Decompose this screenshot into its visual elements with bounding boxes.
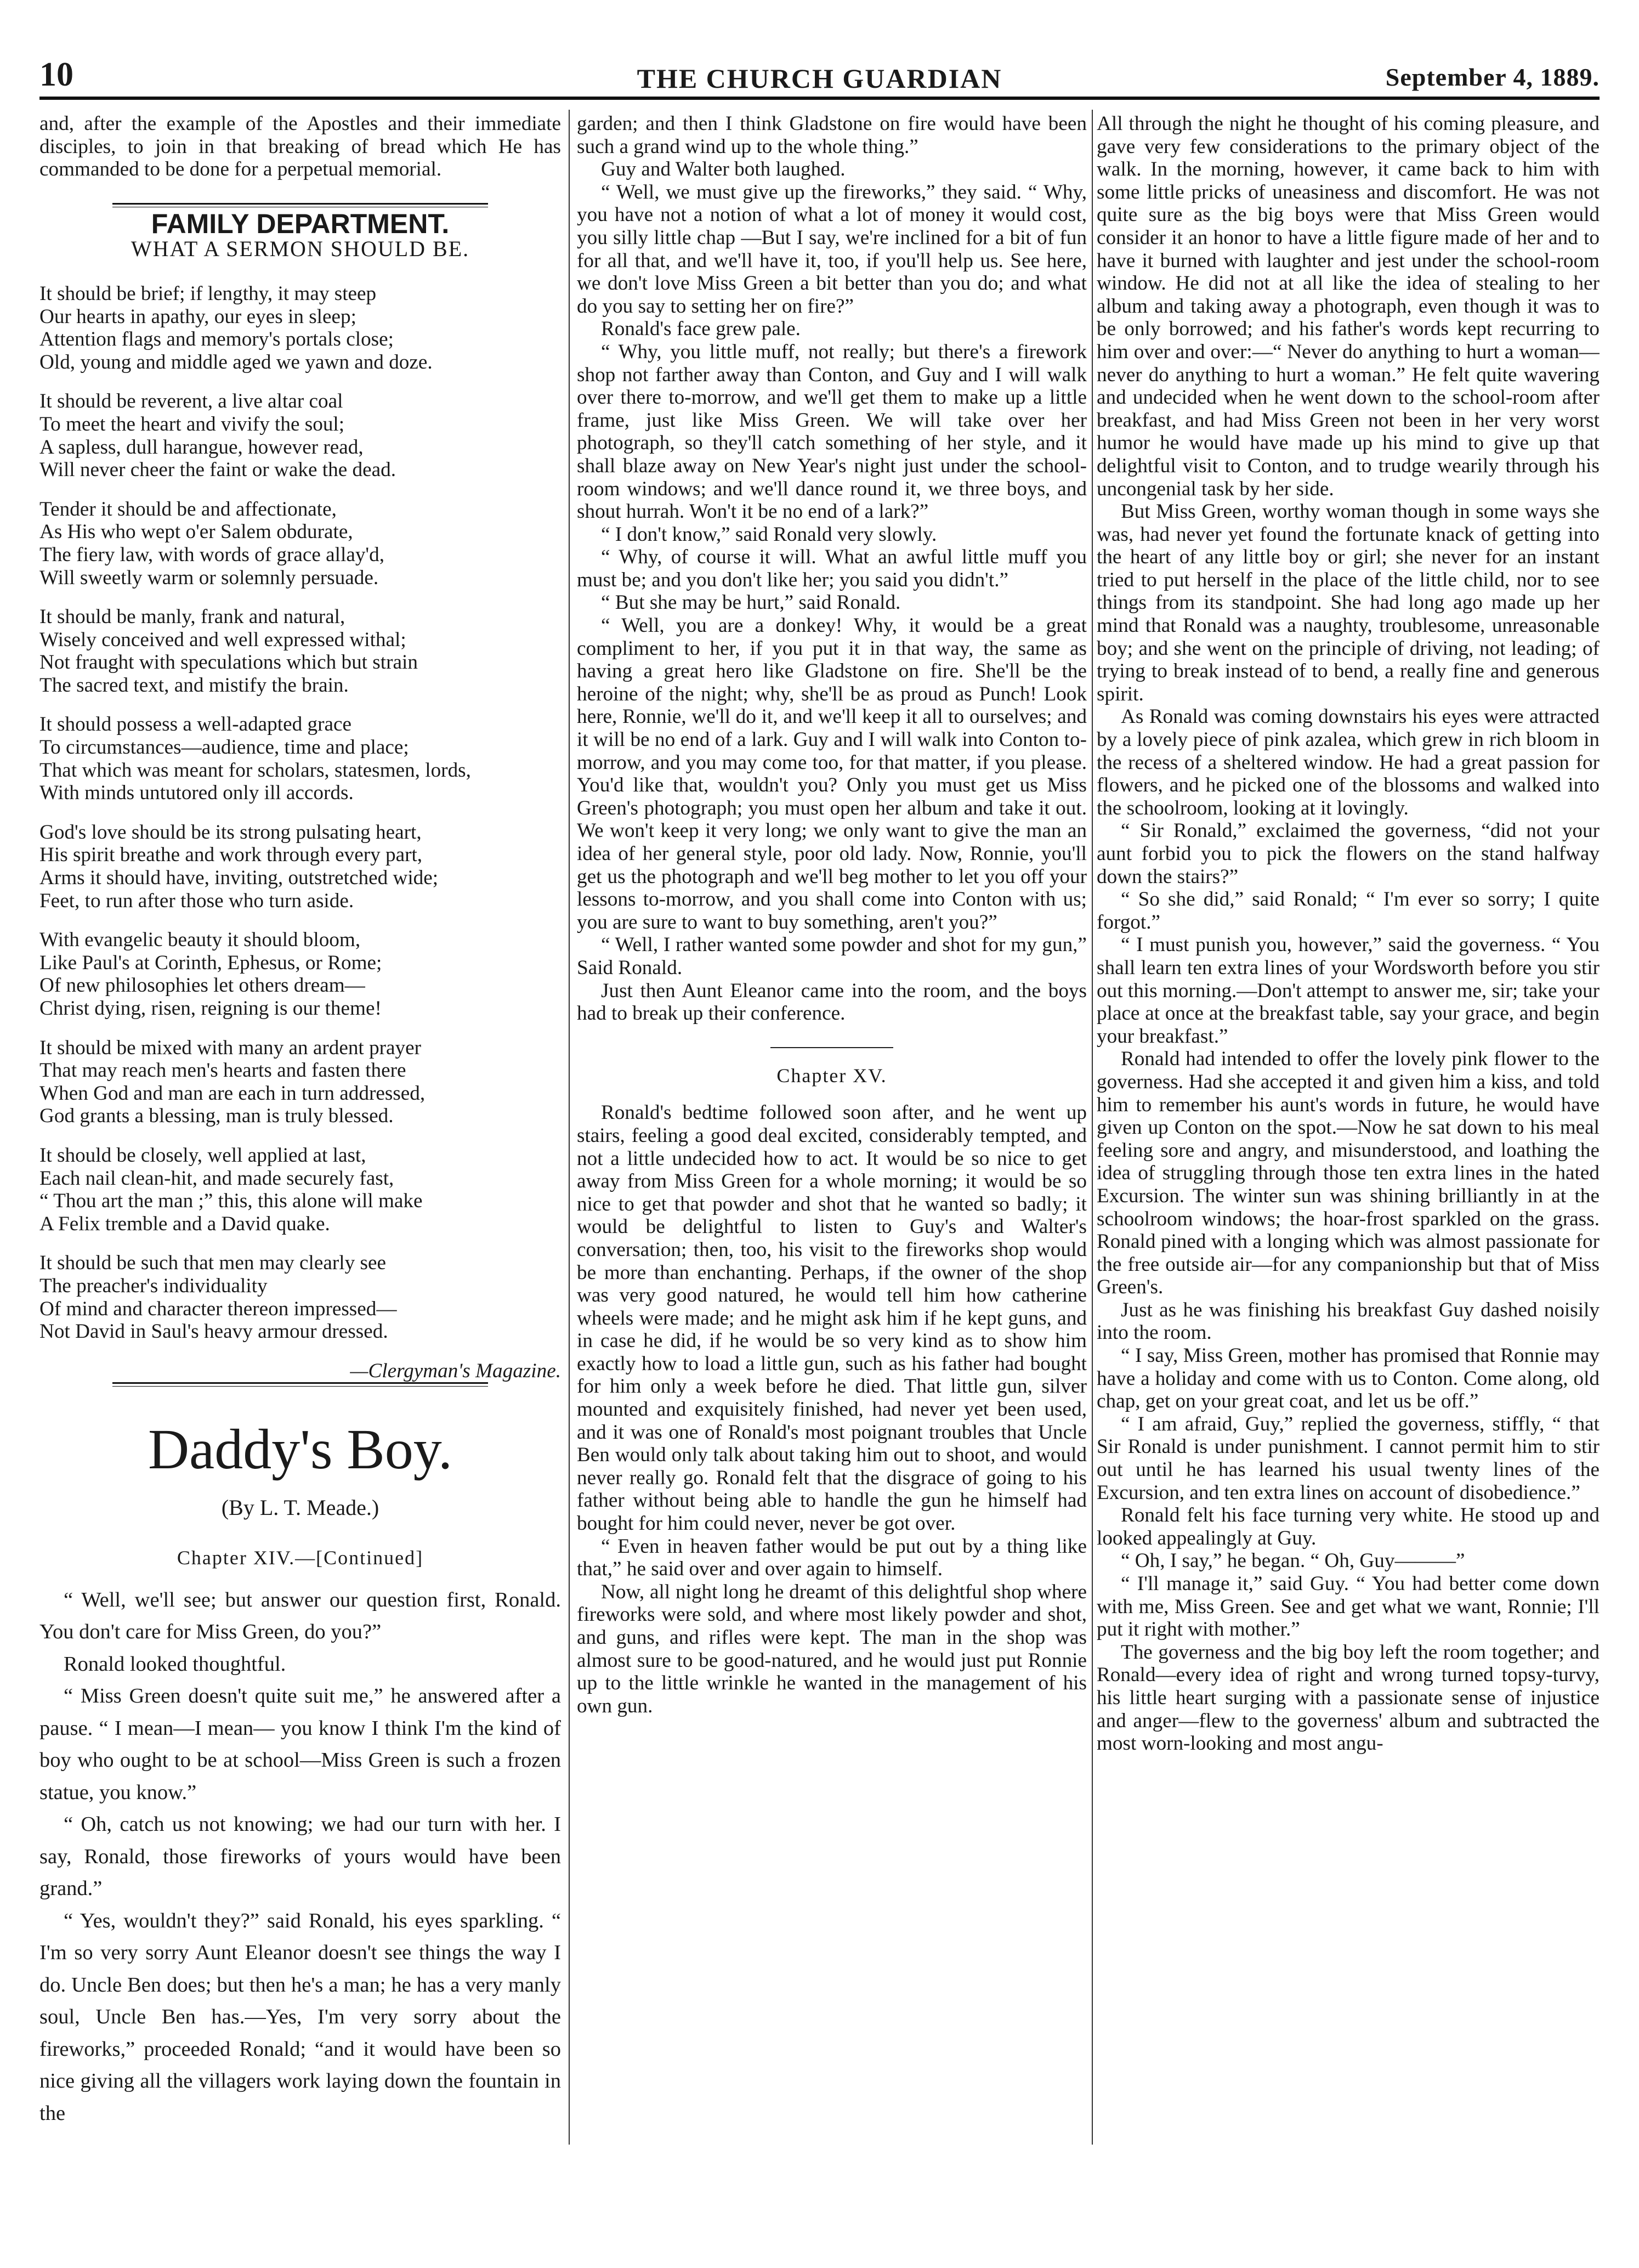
paragraph: “ Oh, catch us not knowing; we had our turn with her. I say, Ronald, those fireworks of yours would have been grand.” (39, 1813, 561, 1900)
poem-line: God grants a blessing, man is truly blessed. (39, 1105, 394, 1128)
poem-line: Wisely conceived and well expressed withal; (39, 628, 406, 651)
paragraph: “ Well, you are a donkey! Why, it would be a great compliment to her, if you put it in that way, the same as having a great hero like Gladstone on fire. She'll be the heroine of the night; why, she'll be as proud as Punch! Look here, Ronnie, we'll do it, and we'll keep it all to ourselves; and it will be no end of a lark. Guy and I will walk into Conton to-morrow, and you may come too, for that matter, if you please. You'd like that, wouldn't you? Only you must get us Miss Green's photograph; you must open her album and take it out. We won't keep it very long; we only want to give the man an idea of her general style, poor old lady. Now, Ronnie, you'll get us the photograph and we'll beg mother to let you off your lessons to-morrow, and you shall come into Conton with us; you are sure to want to buy something, aren't you?” (577, 614, 1087, 934)
paragraph: As Ronald was coming downstairs his eyes were attracted by a lovely piece of pink azalea, which grew in rich bloom in the recess of a sheltered window. He had a great passion for flowers, and he picked one of the blossoms and walked into the schoolroom, looking at it lovingly. (1097, 705, 1600, 819)
paragraph: “ Oh, I say,” he began. “ Oh, Guy———” (1121, 1549, 1465, 1573)
section-title: FAMILY DEPARTMENT. (151, 208, 450, 239)
poem-line: Our hearts in apathy, our eyes in sleep; (39, 305, 356, 328)
paragraph: “ Sir Ronald,” exclaimed the governess, “did not your aunt forbid you to pick the flowers on the stand halfway down the stairs?” (1097, 819, 1600, 888)
poem-stanza (39, 498, 561, 589)
paragraph: “ Even in heaven father would be put out by a thing like that,” he said over and over again to himself. (577, 1535, 1087, 1581)
column-2 (577, 112, 1087, 2153)
section-rule (112, 1382, 488, 1387)
paragraph: “ I must punish you, however,” said the governess. “ You shall learn ten extra lines of your Wordsworth before you stir out this morning.—Don't attempt to answer me, sir; take your place at once at the breakfast table, say your grace, and begin your breakfast.” (1097, 934, 1600, 1048)
poem-line: As His who wept o'er Salem obdurate, (39, 521, 353, 544)
page-number: 10 (39, 56, 73, 93)
poem-line: It should be mixed with many an ardent prayer (39, 1036, 422, 1059)
poem-line: That may reach men's hearts and fasten there (39, 1059, 406, 1082)
poem-line: That which was meant for scholars, statesmen, lords, (39, 759, 471, 782)
poem-line: Of new philosophies let others dream— (39, 974, 365, 997)
column-divider (569, 110, 570, 2145)
poem-line: The preacher's individuality (39, 1274, 268, 1297)
poem-line: The fiery law, with words of grace allay'd, (39, 543, 385, 566)
poem-line: To meet the heart and vivify the soul; (39, 412, 345, 435)
poem-stanza (39, 606, 561, 697)
column-divider (1092, 110, 1093, 2145)
paragraph: Ronald's face grew pale. (601, 318, 801, 341)
paragraph: Ronald looked thoughtful. (64, 1652, 286, 1676)
poem-line: Attention flags and memory's portals close; (39, 328, 394, 351)
poem-line: Tender it should be and affectionate, (39, 497, 337, 521)
intro-paragraph: and, after the example of the Apostles and their immediate disciples, to join in that breaking of bread which He has commanded to be done for a perpetual memorial. (39, 112, 561, 181)
paragraph: “ I am afraid, Guy,” replied the governess, stiffly, “ that Sir Ronald is under punishment. I cannot permit him to stir out until he has learned his usual twenty lines of the Excursion, and ten extra lines on account of disobedience.” (1097, 1412, 1600, 1504)
poem-line: The sacred text, and mistify the brain. (39, 674, 349, 697)
poem-stanza (39, 821, 561, 912)
poem-line: It should be closely, well applied at last, (39, 1144, 366, 1167)
paragraph: “ I'll manage it,” said Guy. “ You had better come down with me, Miss Green. See and get what we want, Ronnie; I'll put it right with mother.” (1097, 1573, 1600, 1641)
poem-line: Will never cheer the faint or wake the dead. (39, 459, 396, 482)
chapter-rule (770, 1047, 893, 1048)
story-byline: (By L. T. Meade.) (221, 1495, 379, 1520)
poem-line: Christ dying, risen, reigning is our theme! (39, 997, 382, 1020)
paragraph: “ But she may be hurt,” said Ronald. (601, 591, 901, 614)
paragraph: Ronald had intended to offer the lovely pink flower to the governess. Had she accepted it and given him a kiss, and told him to remember his aunt's words in future, he would have given up Conton on the spot.—Now he sat down to his meal feeling sore and angry, and misunderstood, and loathing the idea of struggling through those ten extra lines in the hated Excursion. The winter sun was shining brilliantly in at the schoolroom windows; the hoar-frost sparkled on the grass. Ronald pined with a longing which was almost passionate for the free outside air—for any companionship but that of Miss Green's. (1097, 1048, 1600, 1299)
paragraph: “ Well, I rather wanted some powder and shot for my gun,” Said Ronald. (577, 934, 1087, 979)
poem-stanza (39, 390, 561, 481)
poem-stanza (39, 1144, 561, 1235)
poem-line: Like Paul's at Corinth, Ephesus, or Rome; (39, 951, 382, 974)
poem-stanza (39, 1252, 561, 1343)
paragraph: But Miss Green, worthy woman though in some ways she was, had never yet found the fortunate knack of getting into the heart of any little boy or girl; she never for an instant tried to put herself in the place of the little child, nor to see things from its standpoint. She had long ago made up her mind that Ronald was a naughty, troublesome, unreasonable boy; and she went on the principle of driving, not leading; of trying to break instead of to bend, a really fine and generous spirit. (1097, 500, 1600, 705)
header-rule (39, 97, 1600, 100)
poem-line: With minds untutored only ill accords. (39, 782, 354, 805)
column-1 (39, 112, 561, 2153)
poem-line: It should be reverent, a live altar coal (39, 390, 343, 413)
poem (39, 282, 561, 1343)
paragraph: “ Why, of course it will. What an awful little muff you must be; and you don't like her; you said you didn't.” (577, 546, 1087, 591)
poem-line: Of mind and character thereon impressed— (39, 1297, 397, 1320)
paragraph: “ I don't know,” said Ronald very slowly. (601, 523, 937, 546)
paragraph: The governess and the big boy left the room together; and Ronald—every idea of right and wrong turned topsy-turvy, his little heart surging with a passionate sense of injustice and anger—flew to the governess' album and subtracted the most worn-looking and most angu- (1097, 1641, 1600, 1755)
section-rule (112, 203, 488, 207)
column-3 (1097, 112, 1600, 2153)
poem-line: It should be brief; if lengthy, it may steep (39, 282, 377, 305)
paragraph: Ronald felt his face turning very white. He stood up and looked appealingly at Guy. (1097, 1504, 1600, 1549)
paragraph: “ Why, you little muff, not really; but there's a firework shop not farther away than Conton, and Guy and I will walk over there to-morrow, and we'll get them to make up a little frame, just like Miss Green. We will take over her photograph, so they'll catch something of her style, and it shall blaze away on New Year's night just under the school-room windows; and we'll dance round it, we three boys, and shout hurrah. Won't it be no end of a lark?” (577, 340, 1087, 523)
paragraph: “ Well, we must give up the fireworks,” they said. “ Why, you have not a notion of what a lot of money it would cost, you silly little chap —But I say, we're inclined for a bit of fun for all that, and we'll have it, too, if you'll help us. See here, we don't love Miss Green a bit better than you do; and what do you say to setting her on fire?” (577, 180, 1087, 318)
chapter-heading: Chapter XIV.—[Continued] (177, 1546, 424, 1569)
poem-line: With evangelic beauty it should bloom, (39, 929, 361, 952)
poem-stanza (39, 282, 561, 374)
page-header (39, 56, 1600, 94)
paragraph: “ So she did,” said Ronald; “ I'm ever so sorry; I quite forgot.” (1097, 888, 1600, 934)
poem-title: WHAT A SERMON SHOULD BE. (131, 236, 470, 262)
story-text (39, 1584, 561, 2130)
poem-line: Arms it should have, inviting, outstretched wide; (39, 867, 439, 890)
poem-stanza (39, 929, 561, 1020)
poem-line: To circumstances—audience, time and place; (39, 736, 409, 759)
poem-stanza (39, 713, 561, 804)
poem-stanza (39, 1037, 561, 1128)
poem-line: It should be such that men may clearly see (39, 1252, 386, 1275)
poem-line: Old, young and middle aged we yawn and doze. (39, 350, 433, 374)
paragraph: “ Yes, wouldn't they?” said Ronald, his eyes sparkling. “ I'm so very sorry Aunt Eleanor doesn't see things the way I do. Uncle Ben does; but then he's a man; he has a very manly soul, Uncle Ben has.—Yes, I'm very sorry about the fireworks,” proceeded Ronald; “and it would have been so nice giving all the villagers work laying down the fountain in the (39, 1909, 561, 2125)
newspaper-title: THE CHURCH GUARDIAN (637, 63, 1002, 94)
poem-line: It should possess a well-adapted grace (39, 713, 351, 736)
paragraph: Just as he was finishing his breakfast Guy dashed noisily into the room. (1097, 1298, 1600, 1344)
poem-line: When God and man are each in turn addressed, (39, 1082, 426, 1105)
paragraph: Ronald's bedtime followed soon after, and he went up stairs, feeling a good deal excited, considerably tempted, and not a little undecided how to act. It would be so nice to get away from Miss Green for a whole morning; it would be so nice to get that powder and shot that he wanted so badly; it would be delightful to listen to Guy's and Walter's conversation; then, too, his visit to the fireworks shop would be more than enchanting. Perhaps, if the owner of the shop was very good natured, he would tell him how catherine wheels were made; and he might ask him if he kept guns, and in case he did, if he would be so very kind as to show him exactly how to load a little gun, such as his father had bought for him only a week before he died. That little gun, silver mounted and exquisitely finished, had never yet been used, and it was one of Ronald's most poignant troubles that Uncle Ben would only talk about taking him out to shoot, and would never really go. Ronald felt that the disgrace of going to his father without being able to handle the gun he himself had bought for him could never, never be got over. (577, 1101, 1087, 1535)
poem-line: A Felix tremble and a David quake. (39, 1212, 330, 1235)
poem-line: A sapless, dull harangue, however read, (39, 435, 364, 459)
poem-line: His spirit breathe and work through every part, (39, 844, 423, 867)
chapter-heading: Chapter XV. (776, 1064, 887, 1087)
poem-line: Each nail clean-hit, and made securely fast, (39, 1167, 394, 1190)
paragraph: garden; and then I think Gladstone on fire would have been such a grand wind up to the whole thing.” (577, 112, 1087, 158)
paragraph: Guy and Walter both laughed. (601, 158, 846, 181)
paragraph: Now, all night long he dreamt of this delightful shop where fireworks were sold, and where most likely powder and shot, and guns, and rifles were kept. The man in the shop was almost sure to be good-natured, and he would just put Ronnie up to the little wrinkle he wanted in the management of his own gun. (577, 1580, 1087, 1717)
paragraph: “ I say, Miss Green, mother has promised that Ronnie may have a holiday and come with us to Conton. Come along, old chap, get on your great coat, and let us be off.” (1097, 1344, 1600, 1413)
poem-line: Feet, to run after those who turn aside. (39, 889, 354, 912)
paragraph: Just then Aunt Eleanor came into the room, and the boys had to break up their conference. (577, 979, 1087, 1025)
poem-line: Not fraught with speculations which but strain (39, 651, 418, 674)
poem-line: God's love should be its strong pulsating heart, (39, 821, 422, 844)
paragraph: “ Well, we'll see; but answer our question first, Ronald. You don't care for Miss Green, do you?” (39, 1588, 561, 1643)
poem-attribution: —Clergyman's Magazine. (350, 1359, 561, 1382)
paragraph: All through the night he thought of his coming pleasure, and gave very few considerations to the primary object of the walk. In the morning, however, it came back to him with some little pricks of uneasiness and discomfort. He was not quite sure as the big boys were that Miss Green would consider it an honor to have a little figure made of her and to have it burned with laughter and jest under the school-room window. He did not at all like the idea of stealing to her album and taking away a photograph, even though it was to be only borrowed; and his father's words kept recurring to him over and over:—“ Never do anything to hurt a woman—never do anything to hurt a woman.” He felt quite wavering and undecided when he went down to the school-room after breakfast, and had Miss Green not been in her very worst humor he would have made up his mind to give up that delightful visit to Conton, and to trudge wearily through his uncongenial task by her side. (1097, 112, 1600, 500)
poem-line: “ Thou art the man ;” this, this alone will make (39, 1190, 423, 1213)
issue-date: September 4, 1889. (1385, 63, 1600, 91)
paragraph: “ Miss Green doesn't quite suit me,” he answered after a pause. “ I mean—I mean— you know I think I'm the kind of boy who ought to be at school—Miss Green is such a frozen statue, you know.” (39, 1684, 561, 1804)
poem-line: Will sweetly warm or solemnly persuade. (39, 566, 379, 589)
story-title: Daddy's Boy. (148, 1418, 453, 1481)
poem-line: It should be manly, frank and natural, (39, 606, 345, 629)
poem-line: Not David in Saul's heavy armour dressed. (39, 1320, 388, 1343)
